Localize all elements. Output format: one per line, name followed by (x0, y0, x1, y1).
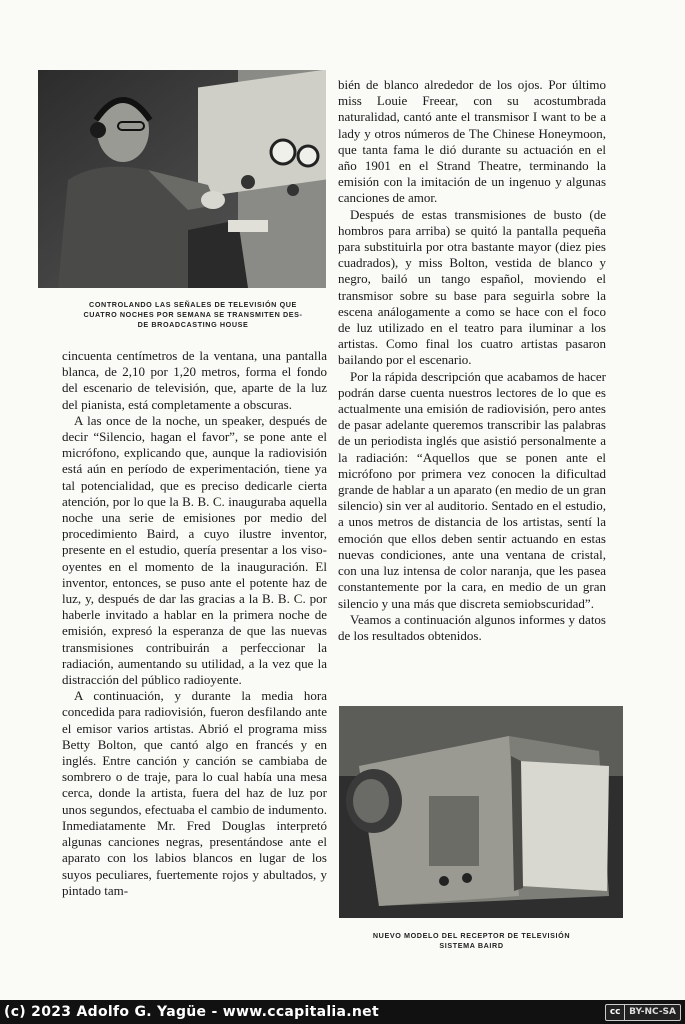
left-column (62, 348, 327, 899)
caption-line: CUATRO NOCHES POR SEMANA SE TRANSMITEN DES- (83, 310, 303, 319)
figure-caption-2 (339, 931, 604, 951)
paragraph: Por la rápida descripción que acabamos de hacer podrán darse cuenta nuestros lectores de lo que es actualmente una emisión de radiovisión, pero antes de pasar adelante queremos transcribir las palabras de un periodista inglés que asistió personalmente a la radiación: “Aquellos que se ponen ante el micrófono por primera vez conocen la dificultad grande de hablar a un aparato (en medio de un gran silencio) sin ver al auditorio. Sentado en el estudio, a unos metros de distancia de los artistas, sentí la emoción que ellos deben sentir actuando en estas nuevas condiciones, ante una ventana de cristal, con una luz intensa de color naranja, que les pasea constantemente por la cara, en medio de un gran silencio y una más que discreta semiobscuridad”. (338, 368, 606, 611)
paragraph: cincuenta centímetros de la ventana, una pantalla blanca, de 2,10 por 1,20 metros, forma el fondo del escenario de televisión, que, aparte de la luz del pianista, está completamente a obscuras. (62, 348, 327, 412)
photo-control-illustration (38, 70, 326, 288)
creative-commons-icon: cc (606, 1005, 625, 1020)
caption-line: DE BROADCASTING HOUSE (137, 320, 249, 329)
copyright-footer (0, 1000, 685, 1024)
photo-television-receiver (339, 706, 623, 918)
paragraph: Veamos a continuación algunos informes y datos de los resultados obtenidos. (338, 611, 606, 643)
cc-license-badge (605, 1004, 681, 1021)
paragraph: Después de estas transmisiones de busto (de hombros para arriba) se quitó la pantalla pequeña para substituirla por otra bastante mayor (diez pies cuadrados), y miss Bolton, vestida de blanco y negro, bailó un tango español, moviendo el transmisor sobre su base para seguirla sobre la escena análogamente a como se hace con el foco de luz utilizado en el teatro para iluminar a los artistas. Como final los cuatro artistas pasaron bailando por el escenario. (338, 206, 606, 368)
photo-receiver-illustration (339, 706, 623, 918)
right-column (338, 77, 606, 644)
caption-line: CONTROLANDO LAS SEÑALES DE TELEVISIÓN QUE (89, 300, 297, 309)
caption-line: NUEVO MODELO DEL RECEPTOR DE TELEVISIÓN (372, 931, 571, 940)
photo-television-control (38, 70, 326, 288)
paragraph: A continuación, y durante la media hora concedida para radiovisión, fueron desfilando ante el emisor varios artistas. Abrió el programa miss Betty Bolton, que cantó algo en francés y en inglés. Entre canción y canción se cambiaba de sombrero o de traje, para lo cual había una mesa cerca, donde la artista, fuera del haz de luz por unos segundos, efectuaba el cambio de indumento. Inmediatamente Mr. Fred Douglas interpretó algunas canciones negras, presentándose ante el aparato con los labios blancos en lugar de los suyos peculiares, fuertemente rojos y abultados, y pintado tam- (62, 688, 327, 898)
paragraph: bién de blanco alrededor de los ojos. Por último miss Louie Freear, con su acostumbrada naturalidad, cantó ante el transmisor I want to be a lady y otros números de The Chinese Honeymoon, que tanta fama le dió durante su actuación en el año 1901 en el Strand Theatre, terminando la emisión con la imitación de un ingenuo y algunas canciones de amor. (338, 77, 606, 206)
figure-caption-1 (52, 300, 334, 330)
copyright-text: (c) 2023 Adolfo G. Yagüe - www.ccapitalia.net (4, 1004, 379, 1020)
caption-line: SISTEMA BAIRD (439, 941, 504, 950)
license-label: BY-NC-SA (629, 1007, 676, 1017)
paragraph: A las once de la noche, un speaker, después de decir “Silencio, hagan el favor”, se pone ante el micrófono, explicando que, aunque la radiovisión está aún en período de experimentación, tiene ya tal potencialidad, que es preciso dedicarle cierta atención, por lo que la B. B. C. inauguraba aquella noche una serie de emisiones por medio del procedimiento Baird, a cuyo ilustre inventor, presente en el estudio, quería presentar a los viso-oyentes en el momento de la inauguración. El inventor, entonces, se puso ante el potente haz de luz, y, después de dar las gracias a la B. B. C. por haberle invitado a hablar en la primera noche de emisión, expresó la esperanza de que las nuevas transmisiones contribuirán a perfeccionar la radiación, aumentando su utilidad, a la vez que la distracción del público radioyente. (62, 412, 327, 688)
